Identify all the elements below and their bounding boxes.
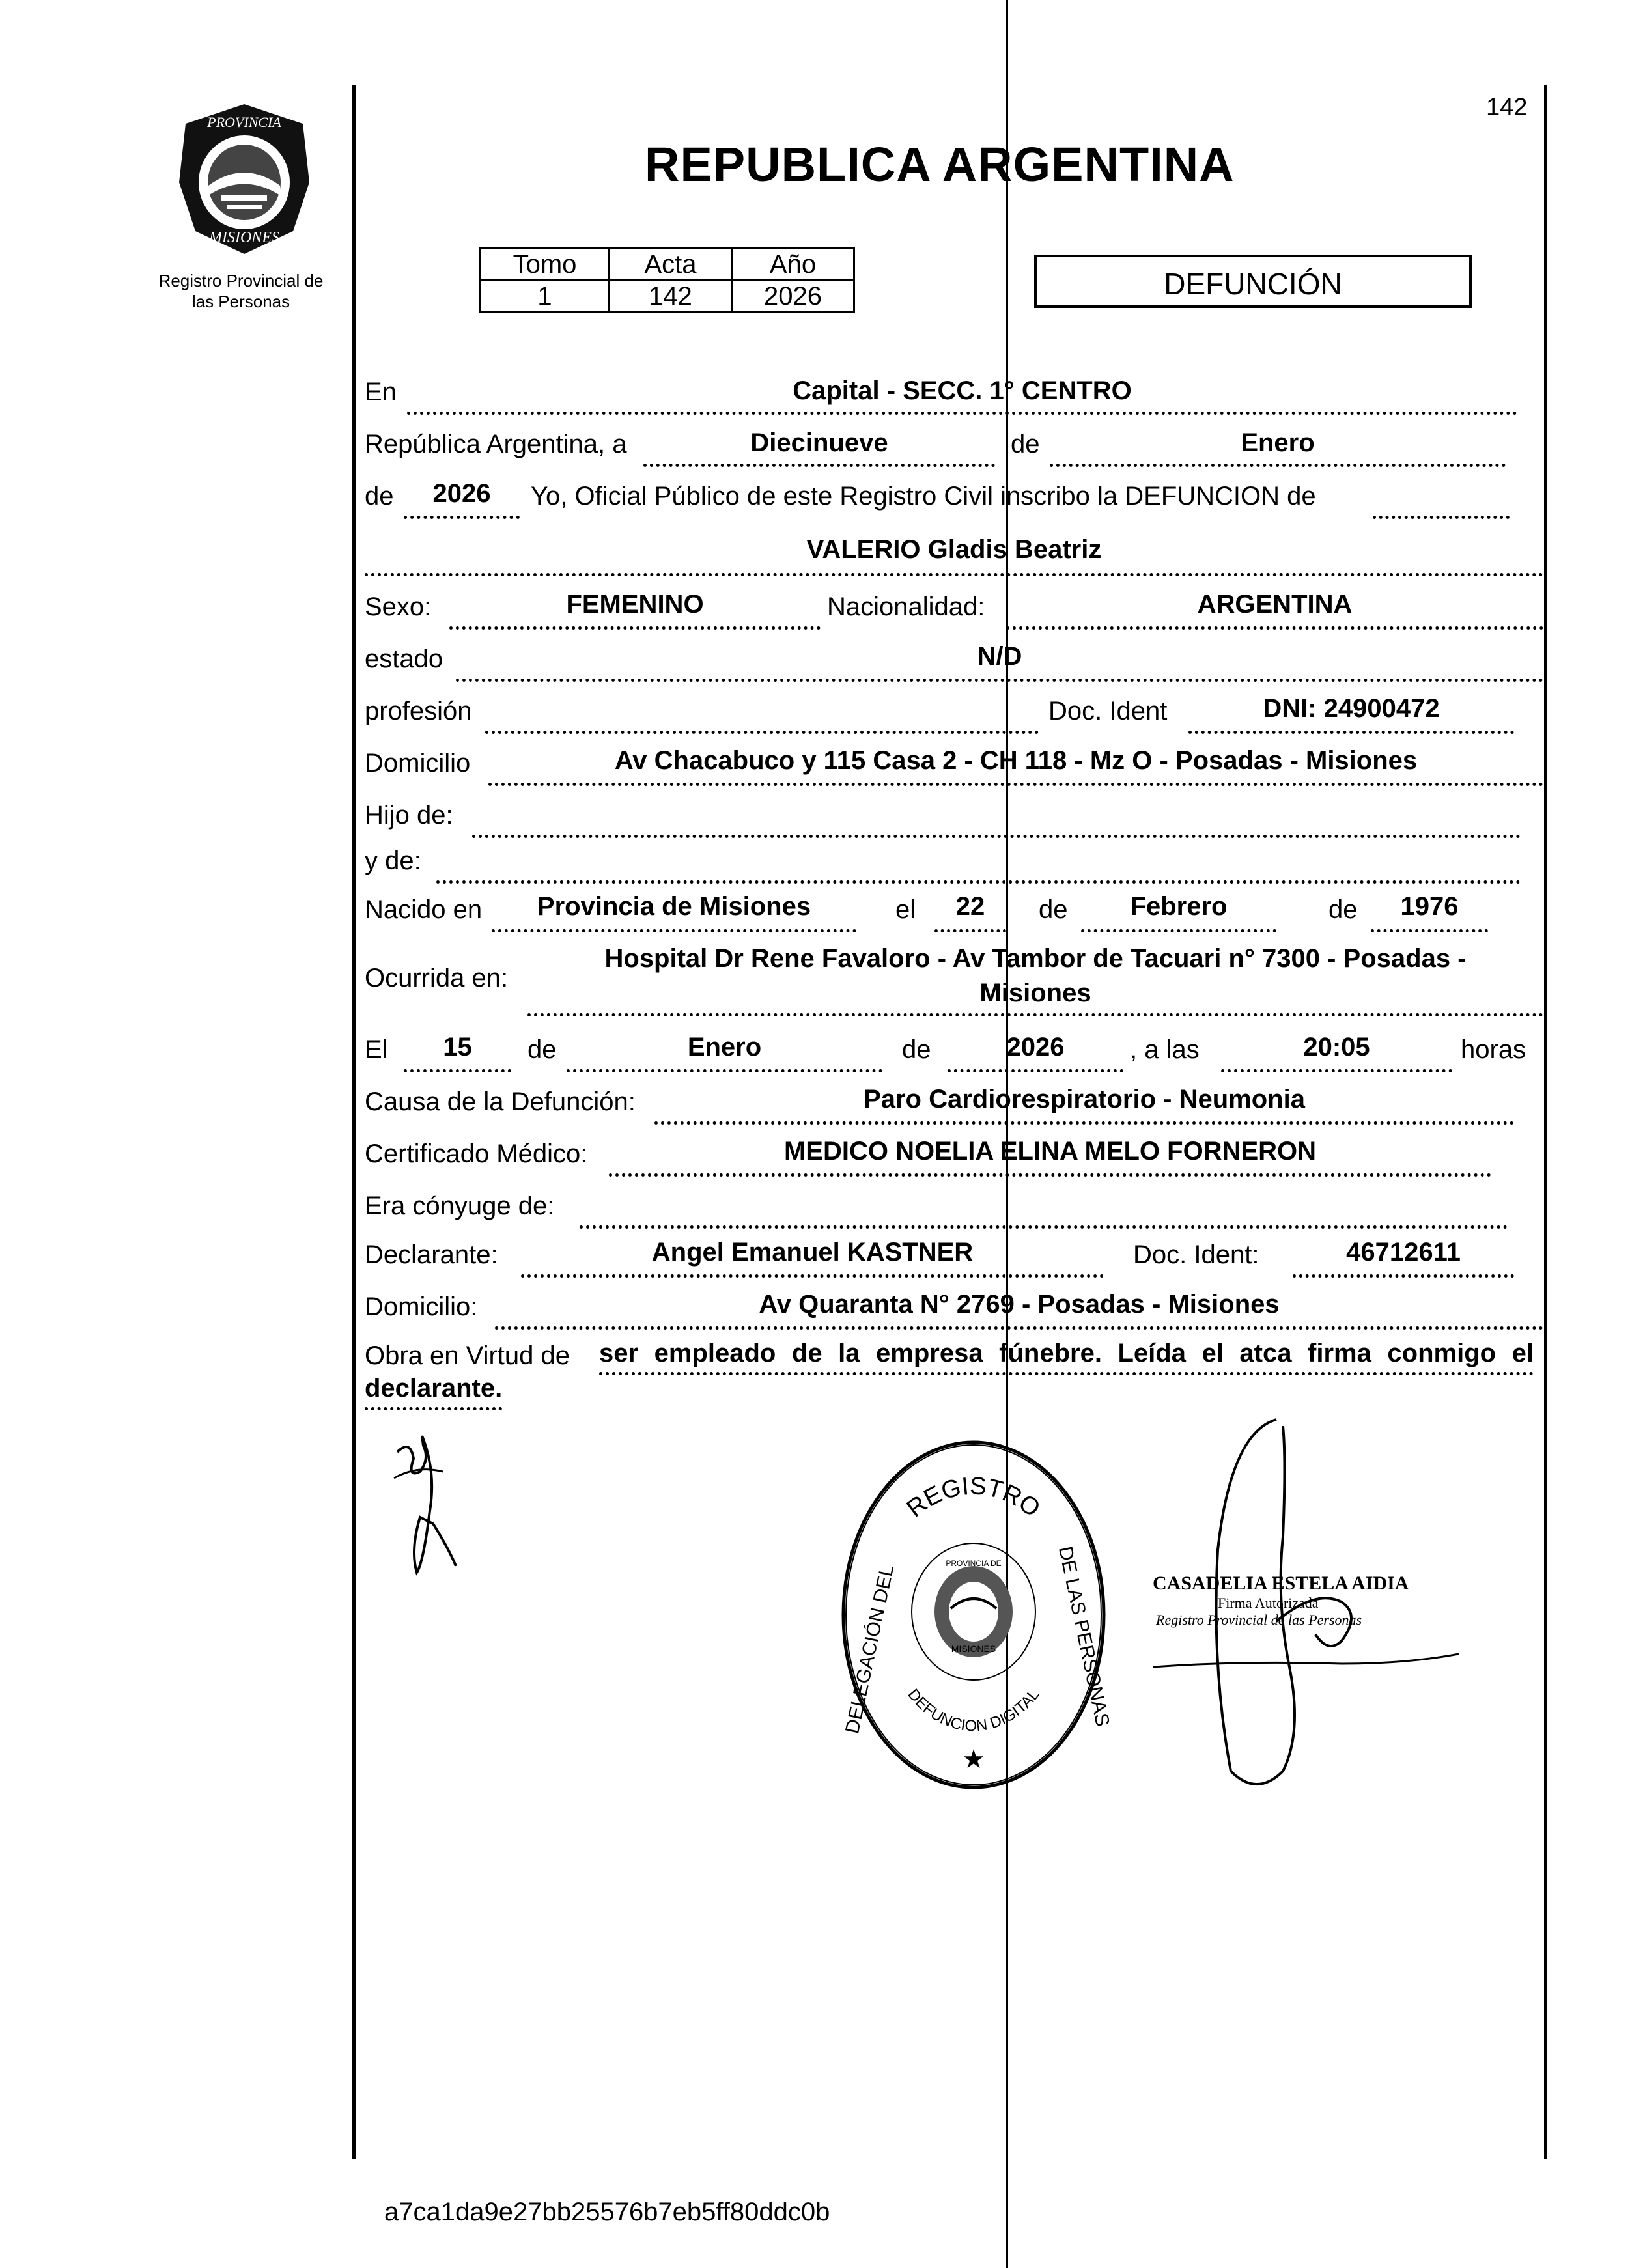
dotted-line — [948, 1069, 1123, 1072]
official-stamp-name: CASADELIA ESTELA AIDIA — [1153, 1573, 1409, 1594]
record-table — [479, 247, 855, 313]
label-de: de — [1011, 430, 1040, 458]
dotted-line — [521, 1274, 1104, 1278]
label-hijo-de: Hijo de: — [365, 801, 453, 830]
dotted-line — [485, 731, 1039, 734]
declarant-value: Angel Emanuel KASTNER — [651, 1238, 974, 1267]
label-el-death: El — [365, 1035, 388, 1064]
table-header-ano: Año — [732, 249, 854, 281]
seal-star: ★ — [962, 1745, 985, 1774]
dotted-line — [1293, 1274, 1514, 1278]
declarant-doc-value: 46712611 — [1346, 1238, 1461, 1267]
dotted-line — [472, 835, 1521, 838]
record-table-values — [481, 281, 854, 313]
sex-value: FEMENINO — [566, 590, 704, 619]
label-de-birth-2: de — [1328, 895, 1358, 924]
registry-caption-line2: las Personas — [191, 292, 290, 311]
label-nacido-en: Nacido en — [365, 895, 483, 924]
doc-ident-value: DNI: 24900472 — [1263, 694, 1440, 723]
seal-outer-right: DE LAS PERSONAS — [1054, 1544, 1114, 1729]
dotted-line — [404, 516, 520, 519]
label-profesion: profesión — [365, 697, 472, 725]
label-de-death-2: de — [902, 1035, 931, 1064]
dotted-line — [643, 464, 995, 467]
label-estado: estado — [365, 645, 443, 673]
dotted-line — [654, 1121, 1514, 1125]
seal-inner-lower: MISIONES — [951, 1644, 996, 1654]
official-stamp — [1153, 1573, 1409, 1629]
logo-text-bottom: MISIONES — [209, 229, 279, 246]
dotted-line — [1188, 731, 1514, 734]
label-domicilio: Domicilio — [365, 749, 471, 777]
death-day-value: 15 — [443, 1033, 472, 1061]
table-header-tomo: Tomo — [481, 249, 610, 281]
dotted-line — [407, 412, 1517, 415]
label-de-birth-1: de — [1039, 895, 1068, 924]
occurred-line2-value: Misiones — [979, 979, 1091, 1007]
dotted-line — [365, 573, 1543, 576]
dotted-line — [580, 1225, 1508, 1229]
dotted-line — [934, 929, 1006, 932]
cause-value: Paro Cardiorespiratorio - Neumonia — [864, 1085, 1305, 1113]
virtue-line1-value: ser empleado de la empresa fúnebre. Leída el atca firma conmigo el — [599, 1339, 1534, 1375]
dotted-line — [567, 1069, 882, 1072]
province-logo — [169, 98, 319, 260]
table-value-tomo: 1 — [481, 281, 610, 313]
month-value: Enero — [1241, 428, 1315, 457]
death-month-value: Enero — [687, 1033, 762, 1061]
seal-inner-top: PROVINCIA DE — [946, 1559, 1002, 1568]
label-a-las: , a las — [1130, 1035, 1200, 1064]
place-value: Capital - SECC. 1° CENTRO — [793, 376, 1132, 405]
registry-caption-line1: Registro Provincial de — [158, 271, 324, 290]
dotted-line — [609, 1173, 1491, 1177]
death-year-value: 2026 — [1006, 1033, 1065, 1061]
dotted-line — [449, 626, 821, 630]
registry-caption — [140, 270, 342, 312]
dotted-line — [404, 1069, 511, 1072]
dotted-line — [1006, 626, 1543, 630]
label-ocurrida-en: Ocurrida en: — [365, 964, 509, 992]
address-value: Av Chacabuco y 115 Casa 2 - CH 118 - Mz O - Posadas - Misiones — [614, 746, 1418, 775]
label-era-conyuge: Era cónyuge de: — [365, 1192, 555, 1220]
death-time-value: 20:05 — [1303, 1033, 1370, 1061]
label-republica: República Argentina, a — [365, 430, 627, 458]
dotted-line — [488, 783, 1543, 786]
seal-outer-left: DELEGACIÓN DEL — [841, 1563, 899, 1736]
label-declarante: Declarante: — [365, 1240, 498, 1269]
label-y-de: y de: — [365, 847, 421, 875]
birth-year-value: 1976 — [1400, 892, 1459, 921]
left-margin-rule — [352, 85, 356, 2159]
label-yo-oficial: Yo, Oficial Público de este Registro Civil inscribo la DEFUNCION de — [531, 482, 1316, 511]
center-fold-line — [1006, 0, 1008, 2268]
official-stamp-role: Firma Autorizada — [1218, 1595, 1319, 1611]
label-obra-en-virtud: Obra en Virtud de — [365, 1341, 570, 1370]
dotted-line — [1373, 516, 1510, 519]
birth-month-value: Febrero — [1130, 892, 1228, 921]
registry-seal — [837, 1436, 1114, 1794]
label-doc-ident-2: Doc. Ident: — [1133, 1240, 1259, 1269]
official-stamp-office: Registro Provincial de las Personas — [1156, 1612, 1362, 1628]
dotted-line — [1371, 929, 1488, 932]
declarant-signature — [384, 1433, 475, 1582]
birth-day-value: 22 — [955, 892, 985, 921]
day-words-value: Diecinueve — [750, 428, 888, 457]
label-doc-ident: Doc. Ident — [1048, 697, 1168, 725]
label-en: En — [365, 378, 397, 406]
seal-inner-bottom: DEFUNCION DIGITAL — [904, 1685, 1043, 1735]
deceased-name-value: VALERIO Gladis Beatriz — [806, 535, 1102, 564]
page-number: 142 — [1486, 94, 1528, 121]
birth-place-value: Provincia de Misiones — [537, 892, 811, 921]
label-certificado: Certificado Médico: — [365, 1140, 588, 1168]
label-de-death-1: de — [527, 1035, 557, 1064]
table-value-acta: 142 — [610, 281, 732, 313]
label-de-year: de — [365, 482, 394, 511]
record-type-box: DEFUNCIÓN — [1034, 255, 1472, 308]
certifier-value: MEDICO NOELIA ELINA MELO FORNERON — [783, 1137, 1317, 1166]
dotted-line — [456, 679, 1543, 682]
declarant-address-value: Av Quaranta N° 2769 - Posadas - Misiones — [759, 1290, 1280, 1319]
logo-text-top: PROVINCIA — [207, 114, 281, 130]
document-hash: a7ca1da9e27bb25576b7eb5ff80ddc0b — [384, 2198, 830, 2226]
dotted-line — [436, 880, 1521, 884]
label-horas: horas — [1461, 1035, 1526, 1064]
label-sexo: Sexo: — [365, 593, 432, 621]
dotted-line — [492, 929, 856, 932]
civil-state-value: N/D — [977, 642, 1022, 671]
table-header-acta: Acta — [610, 249, 732, 281]
nationality-value: ARGENTINA — [1197, 590, 1353, 619]
country-title: REPUBLICA ARGENTINA — [645, 137, 1235, 191]
table-value-ano: 2026 — [732, 281, 854, 313]
dotted-line — [1050, 464, 1506, 467]
virtue-line2-value: declarante. — [365, 1374, 502, 1410]
dotted-line — [495, 1326, 1543, 1330]
label-nacionalidad: Nacionalidad: — [827, 593, 985, 621]
right-margin-rule — [1544, 85, 1547, 2159]
dotted-line — [1221, 1069, 1452, 1072]
dotted-line — [1081, 929, 1276, 932]
label-causa: Causa de la Defunción: — [365, 1087, 636, 1116]
label-el: el — [895, 895, 916, 924]
occurred-line1-value: Hospital Dr Rene Favaloro - Av Tambor de Tacuari n° 7300 - Posadas - — [604, 944, 1467, 973]
dotted-line — [527, 1013, 1543, 1016]
record-table-header — [481, 249, 854, 281]
seal-outer-top: REGISTRO — [901, 1472, 1045, 1523]
year-value: 2026 — [432, 479, 491, 508]
label-domicilio-2: Domicilio: — [365, 1293, 478, 1321]
